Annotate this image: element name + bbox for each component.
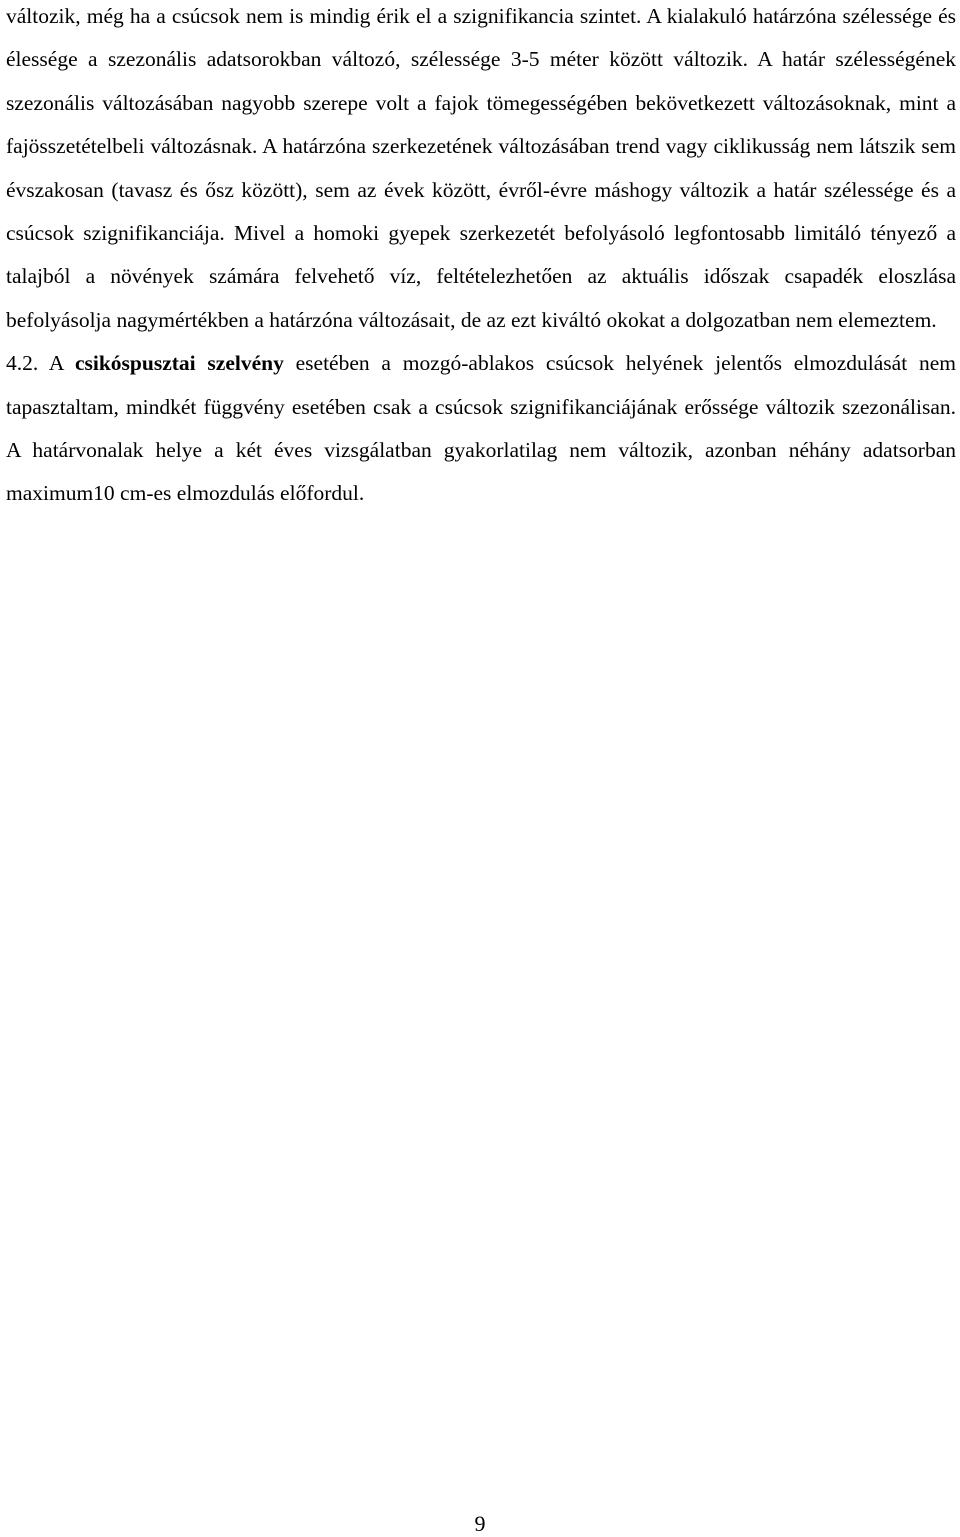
paragraph-lead-word: A [48,351,64,376]
page-number: 9 [474,1511,486,1536]
paragraph-section-4-2 [6,342,956,516]
document-page [6,0,956,516]
paragraph-body: esetében a mozgó-ablakos csúcsok helyének jelentős elmozdulását nem tapasztaltam, mindkét függvény esetében csak a csúcsok szignifikanciájának erőssége változik szezonálisan. A határvonalak helye a két éves vizsgálatban gyakorlatilag nem változik, azonban néhány adatsorban maximum10 cm-es elmozdulás előfordul. [6,351,956,506]
section-number: 4.2. [6,351,39,376]
site-name-bold: csikóspusztai szelvény [74,351,284,376]
paragraph-boundary-zone: változik, még ha a csúcsok nem is mindig érik el a szignifikancia szintet. A kialakuló határzóna szélessége és élessége a szezonális adatsorokban változó, szélessége 3-5 méter között változik. A határ szélességének szezonális változásában nagyobb szerepe volt a fajok tömegességében bekövetkezett változásoknak, mint a fajösszetételbeli változásnak. A határzóna szerkezetének változásában trend vagy ciklikusság nem látszik sem évszakosan (tavasz és ősz között), sem az évek között, évről-évre máshogy változik a határ szélessége és a csúcsok szignifikanciája. Mivel a homoki gyepek szerkezetét befolyásoló legfontosabb limitáló tényező a talajból a növények számára felvehető víz, feltételezhetően az aktuális időszak csapadék eloszlása befolyásolja nagymértékben a határzóna változásait, de az ezt kiváltó okokat a dolgozatban nem elemeztem. [6,4,956,332]
